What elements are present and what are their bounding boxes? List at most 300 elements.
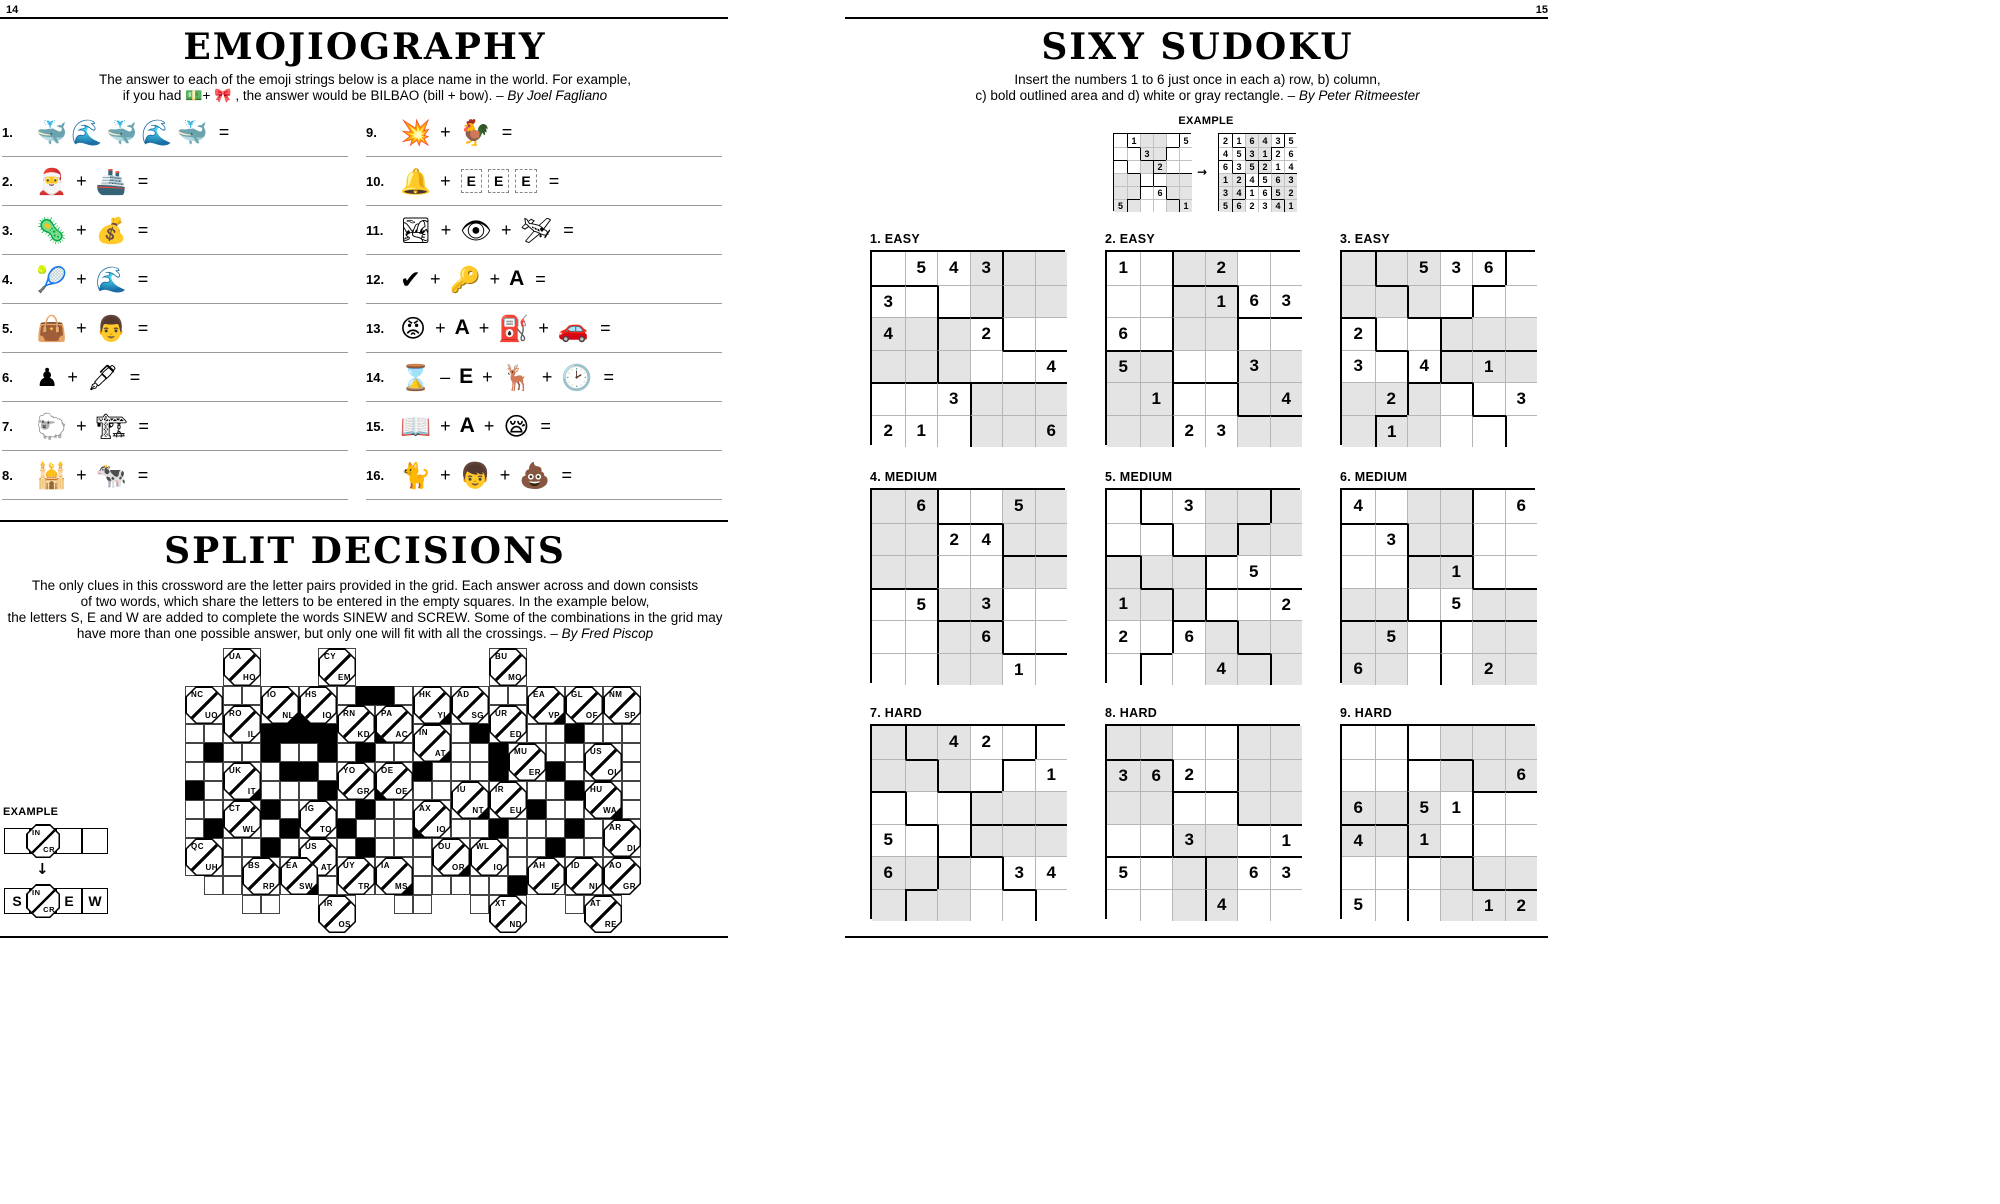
sudoku-cell[interactable] xyxy=(1127,147,1140,160)
split-clue-cell[interactable] xyxy=(375,762,413,800)
sudoku-cell[interactable] xyxy=(1472,759,1505,792)
entry-cell[interactable] xyxy=(470,762,489,781)
sudoku-cell[interactable] xyxy=(1114,173,1127,186)
sudoku-cell[interactable] xyxy=(1237,523,1270,556)
sudoku-cell[interactable] xyxy=(1035,653,1068,686)
sudoku-cell[interactable] xyxy=(1140,160,1153,173)
split-clue-cell[interactable] xyxy=(603,819,641,857)
sudoku-cell[interactable] xyxy=(1002,791,1035,824)
sudoku-cell[interactable] xyxy=(1166,199,1179,212)
sudoku-cell[interactable] xyxy=(872,726,905,759)
entry-cell[interactable] xyxy=(185,800,204,819)
sudoku-cell[interactable] xyxy=(1270,350,1303,383)
sudoku-cell[interactable] xyxy=(1205,350,1238,383)
split-clue-cell[interactable] xyxy=(223,705,261,743)
entry-cell[interactable] xyxy=(584,724,603,743)
sudoku-cell[interactable] xyxy=(905,382,938,415)
sudoku-cell[interactable] xyxy=(1035,555,1068,588)
entry-cell[interactable] xyxy=(451,743,470,762)
sudoku-cell[interactable] xyxy=(1407,415,1440,448)
sudoku-cell[interactable] xyxy=(905,555,938,588)
sudoku-cell[interactable] xyxy=(1107,415,1140,448)
sudoku-cell[interactable] xyxy=(1107,889,1140,922)
entry-cell[interactable] xyxy=(622,781,641,800)
sudoku-cell[interactable] xyxy=(1342,523,1375,556)
sudoku-cell[interactable] xyxy=(1205,523,1238,556)
sudoku-cell[interactable] xyxy=(1002,588,1035,621)
sudoku-cell[interactable] xyxy=(1035,317,1068,350)
entry-cell[interactable] xyxy=(261,819,280,838)
sudoku-cell[interactable] xyxy=(1205,588,1238,621)
sudoku-cell[interactable] xyxy=(1205,824,1238,857)
sudoku-cell[interactable] xyxy=(1166,186,1179,199)
entry-cell[interactable] xyxy=(622,762,641,781)
entry-cell[interactable] xyxy=(299,743,318,762)
entry-cell[interactable] xyxy=(261,781,280,800)
entry-cell[interactable] xyxy=(223,838,242,857)
sudoku-cell[interactable] xyxy=(1114,160,1127,173)
sudoku-cell[interactable] xyxy=(1002,759,1035,792)
sudoku-cell[interactable] xyxy=(1172,588,1205,621)
sudoku-cell[interactable] xyxy=(1166,173,1179,186)
sudoku-cell[interactable] xyxy=(1440,523,1473,556)
sudoku-cell[interactable] xyxy=(937,555,970,588)
sudoku-cell[interactable] xyxy=(1140,653,1173,686)
sudoku-cell[interactable] xyxy=(872,555,905,588)
sudoku-cell[interactable] xyxy=(1375,759,1408,792)
sudoku-cell[interactable] xyxy=(1440,285,1473,318)
sudoku-cell[interactable] xyxy=(1114,134,1127,147)
split-clue-cell[interactable] xyxy=(470,838,508,876)
sudoku-cell[interactable] xyxy=(1035,382,1068,415)
sudoku-cell[interactable] xyxy=(1440,382,1473,415)
split-clue-cell[interactable] xyxy=(318,895,356,933)
sudoku-cell[interactable] xyxy=(1342,726,1375,759)
sudoku-cell[interactable] xyxy=(1127,160,1140,173)
sudoku-cell[interactable] xyxy=(1035,726,1068,759)
sudoku-cell[interactable] xyxy=(1002,415,1035,448)
split-clue-cell[interactable] xyxy=(527,686,565,724)
entry-cell[interactable] xyxy=(470,895,489,914)
sudoku-cell[interactable] xyxy=(905,523,938,556)
sudoku-cell[interactable] xyxy=(1407,653,1440,686)
sudoku-cell[interactable] xyxy=(1172,889,1205,922)
sudoku-cell[interactable] xyxy=(1472,415,1505,448)
sudoku-cell[interactable] xyxy=(1407,588,1440,621)
entry-cell[interactable] xyxy=(204,876,223,895)
entry-cell[interactable] xyxy=(280,800,299,819)
entry-cell[interactable] xyxy=(565,800,584,819)
split-clue-cell[interactable] xyxy=(337,857,375,895)
sudoku-cell[interactable] xyxy=(1407,523,1440,556)
entry-cell[interactable] xyxy=(603,724,622,743)
sudoku-cell[interactable] xyxy=(970,653,1003,686)
sudoku-cell[interactable] xyxy=(872,759,905,792)
entry-cell[interactable] xyxy=(223,686,242,705)
sudoku-cell[interactable] xyxy=(1179,173,1192,186)
split-clue-cell[interactable] xyxy=(584,781,622,819)
sudoku-cell[interactable] xyxy=(1440,856,1473,889)
sudoku-cell[interactable] xyxy=(1140,889,1173,922)
sudoku-cell[interactable] xyxy=(1375,350,1408,383)
sudoku-cell[interactable] xyxy=(1002,620,1035,653)
sudoku-cell[interactable] xyxy=(1237,415,1270,448)
sudoku-cell[interactable] xyxy=(1237,726,1270,759)
sudoku-cell[interactable] xyxy=(872,350,905,383)
sudoku-cell[interactable] xyxy=(1172,350,1205,383)
entry-cell[interactable] xyxy=(185,762,204,781)
entry-cell[interactable] xyxy=(394,743,413,762)
sudoku-cell[interactable] xyxy=(1107,824,1140,857)
sudoku-cell[interactable] xyxy=(1237,653,1270,686)
sudoku-cell[interactable] xyxy=(970,350,1003,383)
sudoku-cell[interactable] xyxy=(1342,252,1375,285)
sudoku-cell[interactable] xyxy=(1440,889,1473,922)
sudoku-cell[interactable] xyxy=(1505,726,1538,759)
sudoku-cell[interactable] xyxy=(1270,620,1303,653)
sudoku-cell[interactable] xyxy=(1107,490,1140,523)
sudoku-cell[interactable] xyxy=(1107,726,1140,759)
entry-cell[interactable] xyxy=(394,819,413,838)
split-clue-cell[interactable] xyxy=(223,800,261,838)
sudoku-cell[interactable] xyxy=(1270,523,1303,556)
sudoku-cell[interactable] xyxy=(1002,382,1035,415)
sudoku-cell[interactable] xyxy=(905,791,938,824)
sudoku-cell[interactable] xyxy=(1114,147,1127,160)
sudoku-cell[interactable] xyxy=(1140,856,1173,889)
sudoku-cell[interactable] xyxy=(1237,791,1270,824)
sudoku-cell[interactable] xyxy=(1172,285,1205,318)
split-clue-cell[interactable] xyxy=(584,743,622,781)
entry-cell[interactable] xyxy=(451,724,470,743)
sudoku-cell[interactable] xyxy=(1270,252,1303,285)
entry-cell[interactable] xyxy=(318,762,337,781)
entry-cell[interactable] xyxy=(527,819,546,838)
sudoku-cell[interactable] xyxy=(1505,285,1538,318)
split-clue-cell[interactable] xyxy=(299,686,337,724)
sudoku-cell[interactable] xyxy=(1140,588,1173,621)
split-clue-cell[interactable] xyxy=(337,705,375,743)
entry-cell[interactable] xyxy=(527,724,546,743)
entry-cell[interactable] xyxy=(394,686,413,705)
entry-cell[interactable] xyxy=(432,876,451,895)
sudoku-cell[interactable] xyxy=(937,490,970,523)
sudoku-cell[interactable] xyxy=(1153,173,1166,186)
split-clue-cell[interactable] xyxy=(375,705,413,743)
entry-cell[interactable] xyxy=(413,838,432,857)
sudoku-cell[interactable] xyxy=(1472,588,1505,621)
sudoku-cell[interactable] xyxy=(872,653,905,686)
entry-cell[interactable] xyxy=(546,819,565,838)
split-clue-cell[interactable] xyxy=(280,857,318,895)
sudoku-cell[interactable] xyxy=(1237,889,1270,922)
sudoku-cell[interactable] xyxy=(1140,285,1173,318)
entry-cell[interactable] xyxy=(451,819,470,838)
entry-cell[interactable] xyxy=(470,819,489,838)
sudoku-cell[interactable] xyxy=(1472,555,1505,588)
sudoku-cell[interactable] xyxy=(1505,856,1538,889)
entry-cell[interactable] xyxy=(432,781,451,800)
sudoku-cell[interactable] xyxy=(1472,856,1505,889)
sudoku-cell[interactable] xyxy=(1205,317,1238,350)
sudoku-cell[interactable] xyxy=(1375,856,1408,889)
sudoku-cell[interactable] xyxy=(937,350,970,383)
sudoku-cell[interactable] xyxy=(872,791,905,824)
sudoku-cell[interactable] xyxy=(1440,490,1473,523)
entry-cell[interactable] xyxy=(185,743,204,762)
sudoku-cell[interactable] xyxy=(970,889,1003,922)
sudoku-cell[interactable] xyxy=(1472,285,1505,318)
sudoku-cell[interactable] xyxy=(970,759,1003,792)
sudoku-cell[interactable] xyxy=(905,350,938,383)
entry-cell[interactable] xyxy=(337,838,356,857)
sudoku-cell[interactable] xyxy=(1140,350,1173,383)
sudoku-cell[interactable] xyxy=(937,824,970,857)
sudoku-cell[interactable] xyxy=(1342,285,1375,318)
entry-cell[interactable] xyxy=(546,781,565,800)
entry-cell[interactable] xyxy=(508,838,527,857)
split-clue-cell[interactable] xyxy=(603,857,641,895)
sudoku-cell[interactable] xyxy=(1270,317,1303,350)
split-clue-cell[interactable] xyxy=(337,762,375,800)
sudoku-cell[interactable] xyxy=(1153,199,1166,212)
sudoku-cell[interactable] xyxy=(1472,791,1505,824)
split-clue-cell[interactable] xyxy=(413,800,451,838)
entry-cell[interactable] xyxy=(508,857,527,876)
entry-cell[interactable] xyxy=(527,838,546,857)
sudoku-cell[interactable] xyxy=(1140,317,1173,350)
sudoku-cell[interactable] xyxy=(1166,147,1179,160)
sudoku-cell[interactable] xyxy=(1440,620,1473,653)
sudoku-cell[interactable] xyxy=(1205,759,1238,792)
sudoku-cell[interactable] xyxy=(905,824,938,857)
entry-cell[interactable] xyxy=(413,895,432,914)
sudoku-cell[interactable] xyxy=(1179,160,1192,173)
entry-cell[interactable] xyxy=(223,876,242,895)
sudoku-cell[interactable] xyxy=(1505,415,1538,448)
split-clue-cell[interactable] xyxy=(318,648,356,686)
split-clue-cell[interactable] xyxy=(26,884,60,918)
sudoku-cell[interactable] xyxy=(1505,555,1538,588)
sudoku-cell[interactable] xyxy=(1205,382,1238,415)
sudoku-cell[interactable] xyxy=(1342,555,1375,588)
sudoku-cell[interactable] xyxy=(1205,856,1238,889)
split-clue-cell[interactable] xyxy=(299,800,337,838)
entry-cell[interactable] xyxy=(527,781,546,800)
sudoku-cell[interactable] xyxy=(1505,317,1538,350)
sudoku-cell[interactable] xyxy=(1002,350,1035,383)
sudoku-cell[interactable] xyxy=(1375,588,1408,621)
sudoku-cell[interactable] xyxy=(1172,653,1205,686)
sudoku-cell[interactable] xyxy=(1342,588,1375,621)
sudoku-cell[interactable] xyxy=(1205,726,1238,759)
entry-cell[interactable] xyxy=(508,686,527,705)
sudoku-cell[interactable] xyxy=(905,889,938,922)
split-clue-cell[interactable] xyxy=(261,686,299,724)
sudoku-cell[interactable] xyxy=(872,490,905,523)
sudoku-cell[interactable] xyxy=(1505,350,1538,383)
sudoku-cell[interactable] xyxy=(1127,199,1140,212)
entry-cell[interactable] xyxy=(432,762,451,781)
entry-cell[interactable] xyxy=(394,895,413,914)
sudoku-cell[interactable] xyxy=(970,490,1003,523)
sudoku-cell[interactable] xyxy=(937,889,970,922)
sudoku-cell[interactable] xyxy=(1407,382,1440,415)
sudoku-cell[interactable] xyxy=(1375,252,1408,285)
sudoku-cell[interactable] xyxy=(1440,824,1473,857)
sudoku-cell[interactable] xyxy=(1035,824,1068,857)
entry-cell[interactable] xyxy=(565,762,584,781)
sudoku-cell[interactable] xyxy=(1140,824,1173,857)
sudoku-cell[interactable] xyxy=(1172,382,1205,415)
sudoku-cell[interactable] xyxy=(1140,252,1173,285)
sudoku-cell[interactable] xyxy=(1440,653,1473,686)
sudoku-cell[interactable] xyxy=(1270,555,1303,588)
entry-cell[interactable] xyxy=(204,762,223,781)
sudoku-cell[interactable] xyxy=(970,285,1003,318)
sudoku-cell[interactable] xyxy=(1472,824,1505,857)
sudoku-cell[interactable] xyxy=(1002,889,1035,922)
sudoku-cell[interactable] xyxy=(1002,824,1035,857)
sudoku-cell[interactable] xyxy=(1440,415,1473,448)
sudoku-cell[interactable] xyxy=(1002,317,1035,350)
sudoku-cell[interactable] xyxy=(1237,759,1270,792)
sudoku-cell[interactable] xyxy=(937,856,970,889)
entry-cell[interactable] xyxy=(223,857,242,876)
entry-cell[interactable] xyxy=(451,762,470,781)
sudoku-cell[interactable] xyxy=(1407,490,1440,523)
sudoku-cell[interactable] xyxy=(937,285,970,318)
entry-cell[interactable] xyxy=(280,838,299,857)
sudoku-cell[interactable] xyxy=(1472,523,1505,556)
sudoku-cell[interactable] xyxy=(970,856,1003,889)
entry-cell[interactable] xyxy=(489,686,508,705)
sudoku-cell[interactable] xyxy=(905,653,938,686)
sudoku-cell[interactable] xyxy=(1153,134,1166,147)
sudoku-cell[interactable] xyxy=(1140,791,1173,824)
sudoku-cell[interactable] xyxy=(1237,588,1270,621)
sudoku-cell[interactable] xyxy=(905,317,938,350)
entry-cell[interactable] xyxy=(299,781,318,800)
sudoku-cell[interactable] xyxy=(1472,382,1505,415)
sudoku-cell[interactable] xyxy=(1440,317,1473,350)
sudoku-cell[interactable] xyxy=(1172,317,1205,350)
split-clue-cell[interactable] xyxy=(527,857,565,895)
sudoku-cell[interactable] xyxy=(1002,285,1035,318)
split-clue-cell[interactable] xyxy=(565,857,603,895)
sudoku-cell[interactable] xyxy=(1140,490,1173,523)
split-clue-cell[interactable] xyxy=(223,762,261,800)
entry-cell[interactable] xyxy=(394,838,413,857)
sudoku-cell[interactable] xyxy=(1270,791,1303,824)
sudoku-cell[interactable] xyxy=(1140,415,1173,448)
sudoku-cell[interactable] xyxy=(1002,523,1035,556)
sudoku-cell[interactable] xyxy=(937,653,970,686)
entry-cell[interactable] xyxy=(242,686,261,705)
sudoku-cell[interactable] xyxy=(1440,759,1473,792)
sudoku-cell[interactable] xyxy=(1505,588,1538,621)
sudoku-cell[interactable] xyxy=(1002,726,1035,759)
sudoku-cell[interactable] xyxy=(970,415,1003,448)
sudoku-cell[interactable] xyxy=(1107,555,1140,588)
sudoku-cell[interactable] xyxy=(1375,889,1408,922)
sudoku-cell[interactable] xyxy=(872,382,905,415)
entry-cell[interactable] xyxy=(584,838,603,857)
sudoku-cell[interactable] xyxy=(1407,759,1440,792)
sudoku-cell[interactable] xyxy=(1140,199,1153,212)
entry-cell[interactable] xyxy=(261,762,280,781)
sudoku-cell[interactable] xyxy=(937,317,970,350)
sudoku-cell[interactable] xyxy=(905,856,938,889)
sudoku-cell[interactable] xyxy=(1035,791,1068,824)
entry-cell[interactable] xyxy=(622,724,641,743)
sudoku-cell[interactable] xyxy=(1472,726,1505,759)
entry-cell[interactable] xyxy=(546,800,565,819)
entry-cell[interactable] xyxy=(508,819,527,838)
sudoku-cell[interactable] xyxy=(1342,382,1375,415)
sudoku-cell[interactable] xyxy=(1205,620,1238,653)
entry-cell[interactable] xyxy=(546,743,565,762)
entry-cell[interactable] xyxy=(451,876,470,895)
sudoku-cell[interactable] xyxy=(1270,889,1303,922)
sudoku-cell[interactable] xyxy=(872,889,905,922)
sudoku-cell[interactable] xyxy=(1342,620,1375,653)
sudoku-cell[interactable] xyxy=(1172,523,1205,556)
split-clue-cell[interactable] xyxy=(451,781,489,819)
sudoku-cell[interactable] xyxy=(1127,186,1140,199)
sudoku-cell[interactable] xyxy=(1172,555,1205,588)
entry-cell[interactable] xyxy=(318,876,337,895)
sudoku-cell[interactable] xyxy=(1140,620,1173,653)
entry-cell[interactable] xyxy=(565,895,584,914)
entry-cell[interactable] xyxy=(337,686,356,705)
sudoku-cell[interactable] xyxy=(1237,620,1270,653)
sudoku-cell[interactable] xyxy=(1153,147,1166,160)
sudoku-cell[interactable] xyxy=(1342,759,1375,792)
sudoku-cell[interactable] xyxy=(1205,490,1238,523)
entry-cell[interactable] xyxy=(242,895,261,914)
sudoku-cell[interactable] xyxy=(1407,889,1440,922)
split-clue-cell[interactable] xyxy=(489,705,527,743)
entry-cell[interactable] xyxy=(489,876,508,895)
sudoku-cell[interactable] xyxy=(905,620,938,653)
split-clue-cell[interactable] xyxy=(432,838,470,876)
entry-cell[interactable] xyxy=(375,838,394,857)
entry-cell[interactable] xyxy=(223,743,242,762)
sudoku-cell[interactable] xyxy=(1270,759,1303,792)
split-clue-cell[interactable] xyxy=(185,838,223,876)
sudoku-cell[interactable] xyxy=(872,620,905,653)
entry-cell[interactable] xyxy=(565,743,584,762)
sudoku-cell[interactable] xyxy=(1205,791,1238,824)
sudoku-cell[interactable] xyxy=(1375,555,1408,588)
entry-cell[interactable] xyxy=(280,743,299,762)
sudoku-cell[interactable] xyxy=(1342,856,1375,889)
sudoku-cell[interactable] xyxy=(1505,252,1538,285)
sudoku-cell[interactable] xyxy=(872,588,905,621)
sudoku-cell[interactable] xyxy=(1140,726,1173,759)
sudoku-cell[interactable] xyxy=(1407,620,1440,653)
sudoku-cell[interactable] xyxy=(1166,134,1179,147)
sudoku-cell[interactable] xyxy=(1375,824,1408,857)
entry-cell[interactable] xyxy=(337,743,356,762)
sudoku-cell[interactable] xyxy=(1407,285,1440,318)
sudoku-cell[interactable] xyxy=(1140,186,1153,199)
sudoku-cell[interactable] xyxy=(1375,653,1408,686)
split-clue-cell[interactable] xyxy=(603,686,641,724)
sudoku-cell[interactable] xyxy=(1440,726,1473,759)
sudoku-cell[interactable] xyxy=(1375,490,1408,523)
